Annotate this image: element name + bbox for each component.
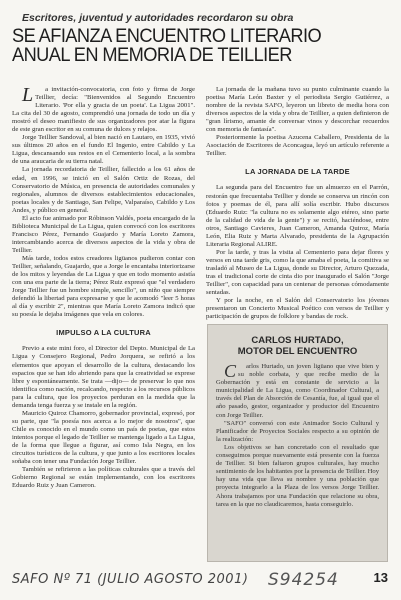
box-paragraph: Los objetivos se han concretado con el resultado que conseguimos porque nuevamente está presente con la fuerza de Teillier. Si bien faltaron grupos culturales, hay mucho sentimiento de los habitantes por la presencia de Teillier. Hoy hay una vida que lleva su nombre y una población que proyecta integrarlo a la Plaza de los versos Jorge Teillier. Ahora trabajamos por una Fundación que relacione su obra, tarea en la que no claudicaremos, hasta conseguirlo. [216,443,379,508]
paragraph: Jorge Teillier Sandoval, al bien nació en Lautaro, en 1935, vivió sus últimos 20 años en el fundo El Ingenio, entre Cabildo y La Ligua, descansando sus restos en el Cementerio local, a la sombra de una araucaria de su tierra natal. [12,134,195,166]
paragraph: Por la tarde, y tras la visita al Cementerio para dejar flores y versos en una tarde gris, como la que amaba el poeta, la comitiva se trasladó al Museo de La Ligua, donde su Director, Arturo Quezada, tras el tradicional corte de cinta dio por inaugurado el Salón "Jorge Teillier", con capacidad para un centenar de personas cómodamente sentadas. [206,248,389,297]
subheading: LA JORNADA DE LA TARDE [245,167,350,177]
subheading: IMPULSO A LA CULTURA [56,328,151,338]
paragraph [12,86,195,134]
box-paragraph: "SAFO" conversó con este Animador Socio Cultural y Planificador de Proyectos Sociales respecto a su opinión de la realización: [216,419,379,443]
footer [12,566,390,596]
box-paragraph [216,363,379,420]
paragraph: La jornada de la mañana tuvo su punto culminante cuando la poetisa María León Baxter y el periodista Sergio Gutiérrez, a nombre de la revista SAFO, leyeron un libreto de media hora con diversos aspectos de la vida y obra de Teillier, a quien definieron de "gran lírismo, amante de conversar vinos y descorchar recuerdos con memoria de fantasía". [206,86,389,134]
box-title-line: MOTOR DEL ENCUENTRO [237,346,358,357]
left-column [12,86,195,490]
paragraph: Y por la noche, en el Salón del Conservatorio los jóvenes presentaron un Concierto Musical Poético con versos de Teillier y participación de grupos de folklore y bandas de rock. [206,297,389,321]
box-title [216,335,379,357]
paragraph-text: a invitación-convocatoria, con foto y firma de Jorge Teillier, decía: "Bienvenidos al Segundo Encuentro Literario. 'Por ella y gracia de un poeta'. La Ligua 2001". La cita del 30 de agosto, comprendió una jornada de todo un día y mostró el deseo manifiesto de sus organizadores por atar la figura de este gran escritor en su comuna de dulces y relajos. [12,86,195,134]
page-number: 13 [373,570,388,585]
paragraph: Más tarde, todos estos creadores ligüanos pudieron contar con Teillier, señalando, Guajardo, que a Jorge le encantaba interiorizarse de los mitos y leyendas de La Ligua y que en todo momento asistía con una era parte de la tierra; Pérez Ruiz expresó que "el verdadero Jorge Teillier fue un hombre simple, sencillo", un niño que siempre defendió la libertad para expresarse y que le acomodó "leer 5 horas al día y escribir 2", mientras que María Loreto Zamora indicó que su poesía le dejaba imágenes que vela en colores. [12,254,195,319]
dropcap: L [22,84,34,106]
paragraph: Posteriormente la poetisa Azucena Caballero, Presidenta de la Asociación de Escritores de Aconcagua, leyó un artículo referente a Teillier. [206,134,389,158]
paragraph: Previo a este mini foro, el Director del Depto. Municipal de La Ligua y Consejero Regional, Pedro Jorquera, se refirió a los elementos que apoyan el desarrollo de la cultura, destacando los espacios que se han ido abriendo para que la creatividad se exprese libre y espontáneamente. Se trata —dijo— de preservar lo que nos identifica como nación, recalcando, respecto a los recursos públicos para la cultura, que los proyectos perduran en la medida que la demanda tenga fuerza y se instale en la región. [12,345,195,409]
headline: SE AFIANZA ENCUENTRO LITERARIO ANUAL EN MEMORIA DE TEILLIER [12,26,322,66]
archive-code: S94254 [268,570,339,590]
paragraph: También se refirieron a las políticas culturales que a través del Gobierno Regional se están implementando, con los escritores Eduardo Ruiz y Juan Cameron. [12,466,195,490]
paragraph: El acto fue animado por Róbinson Valdés, poeta encargado de la Biblioteca Municipal de La Ligua, quien convocó con los escritores Francisco Pérez, Fernando Guajardo y María Loreto Zamora, intercambiando acerca de diversos aspectos de la vida y obra de Teillier. [12,214,195,254]
right-column [206,86,389,321]
kicker: Escritores, juventud y autoridades recordaron su obra [22,12,294,24]
publication-source: SAFO Nº 71 (JULIO AGOSTO 2001) [12,572,249,587]
paragraph: La jornada recordatoria de Teillier, fallecido a los 61 años de edad, en 1996, se inició en el Salón Ortiz de Rozas, del Conservatorio de Música, en presencia de autoridades comunales y regionales, alumnos de diversos establecimientos educacionales, poetas locales y de Santiago, San Felipe, Valparaíso, Cabildo y Los Andes, y público en general. [12,166,195,214]
box-paragraph-text: arlos Hurtado, un joven ligüano que vive bien y su noble corbata, y que recibe medio de la Gobernación y está en constante de servicio a la municipalidad de La Ligua, como Coordinador Cultural, a través del Plan de Absorción de Cesantía, fue, al igual que el año pasado, gestor, organizador y productor del Encuentro con Jorge Teillier. [216,363,379,419]
box-title-line: CARLOS HURTADO, [251,335,344,346]
dropcap: C [224,361,237,381]
sidebar-box [207,324,388,562]
paragraph: Mauricio Quiroz Chamorro, gobernador provincial, expresó, por su parte, que "la poesía nos acerca a lo mejor de nosotros", que Chile es conocido en el mundo como un país de poetas, que estos intentos porque el legado de Teillier se mantenga ligado a La Ligua, de la forma que llegue a figurar, así como Isla Negra, en los circuitos turísticos de la cultura, y que junto a los escritores locales soñaba con tener una Fundación Jorge Teillier. [12,409,195,466]
paragraph: La segunda para del Encuentro fue un almuerzo en el Parrón, restorán que frecuentaba Teillier y donde se conserva un rincón con fotos y poemas de él, para allí solía escribir. Hubo discursos (Eduardo Ruiz: "la cultura no es solamente algo etéreo, sino parte de la calidad de vida de la gente") y se recitó, haciéndose, entre otros, Santiago Cavieres, Juan Cameron, Amanda Quiroz, María León, Elia Ruiz y Marta Alvarado, presidenta de la Agrupación Literaria Regional ALIRE. [206,184,389,248]
